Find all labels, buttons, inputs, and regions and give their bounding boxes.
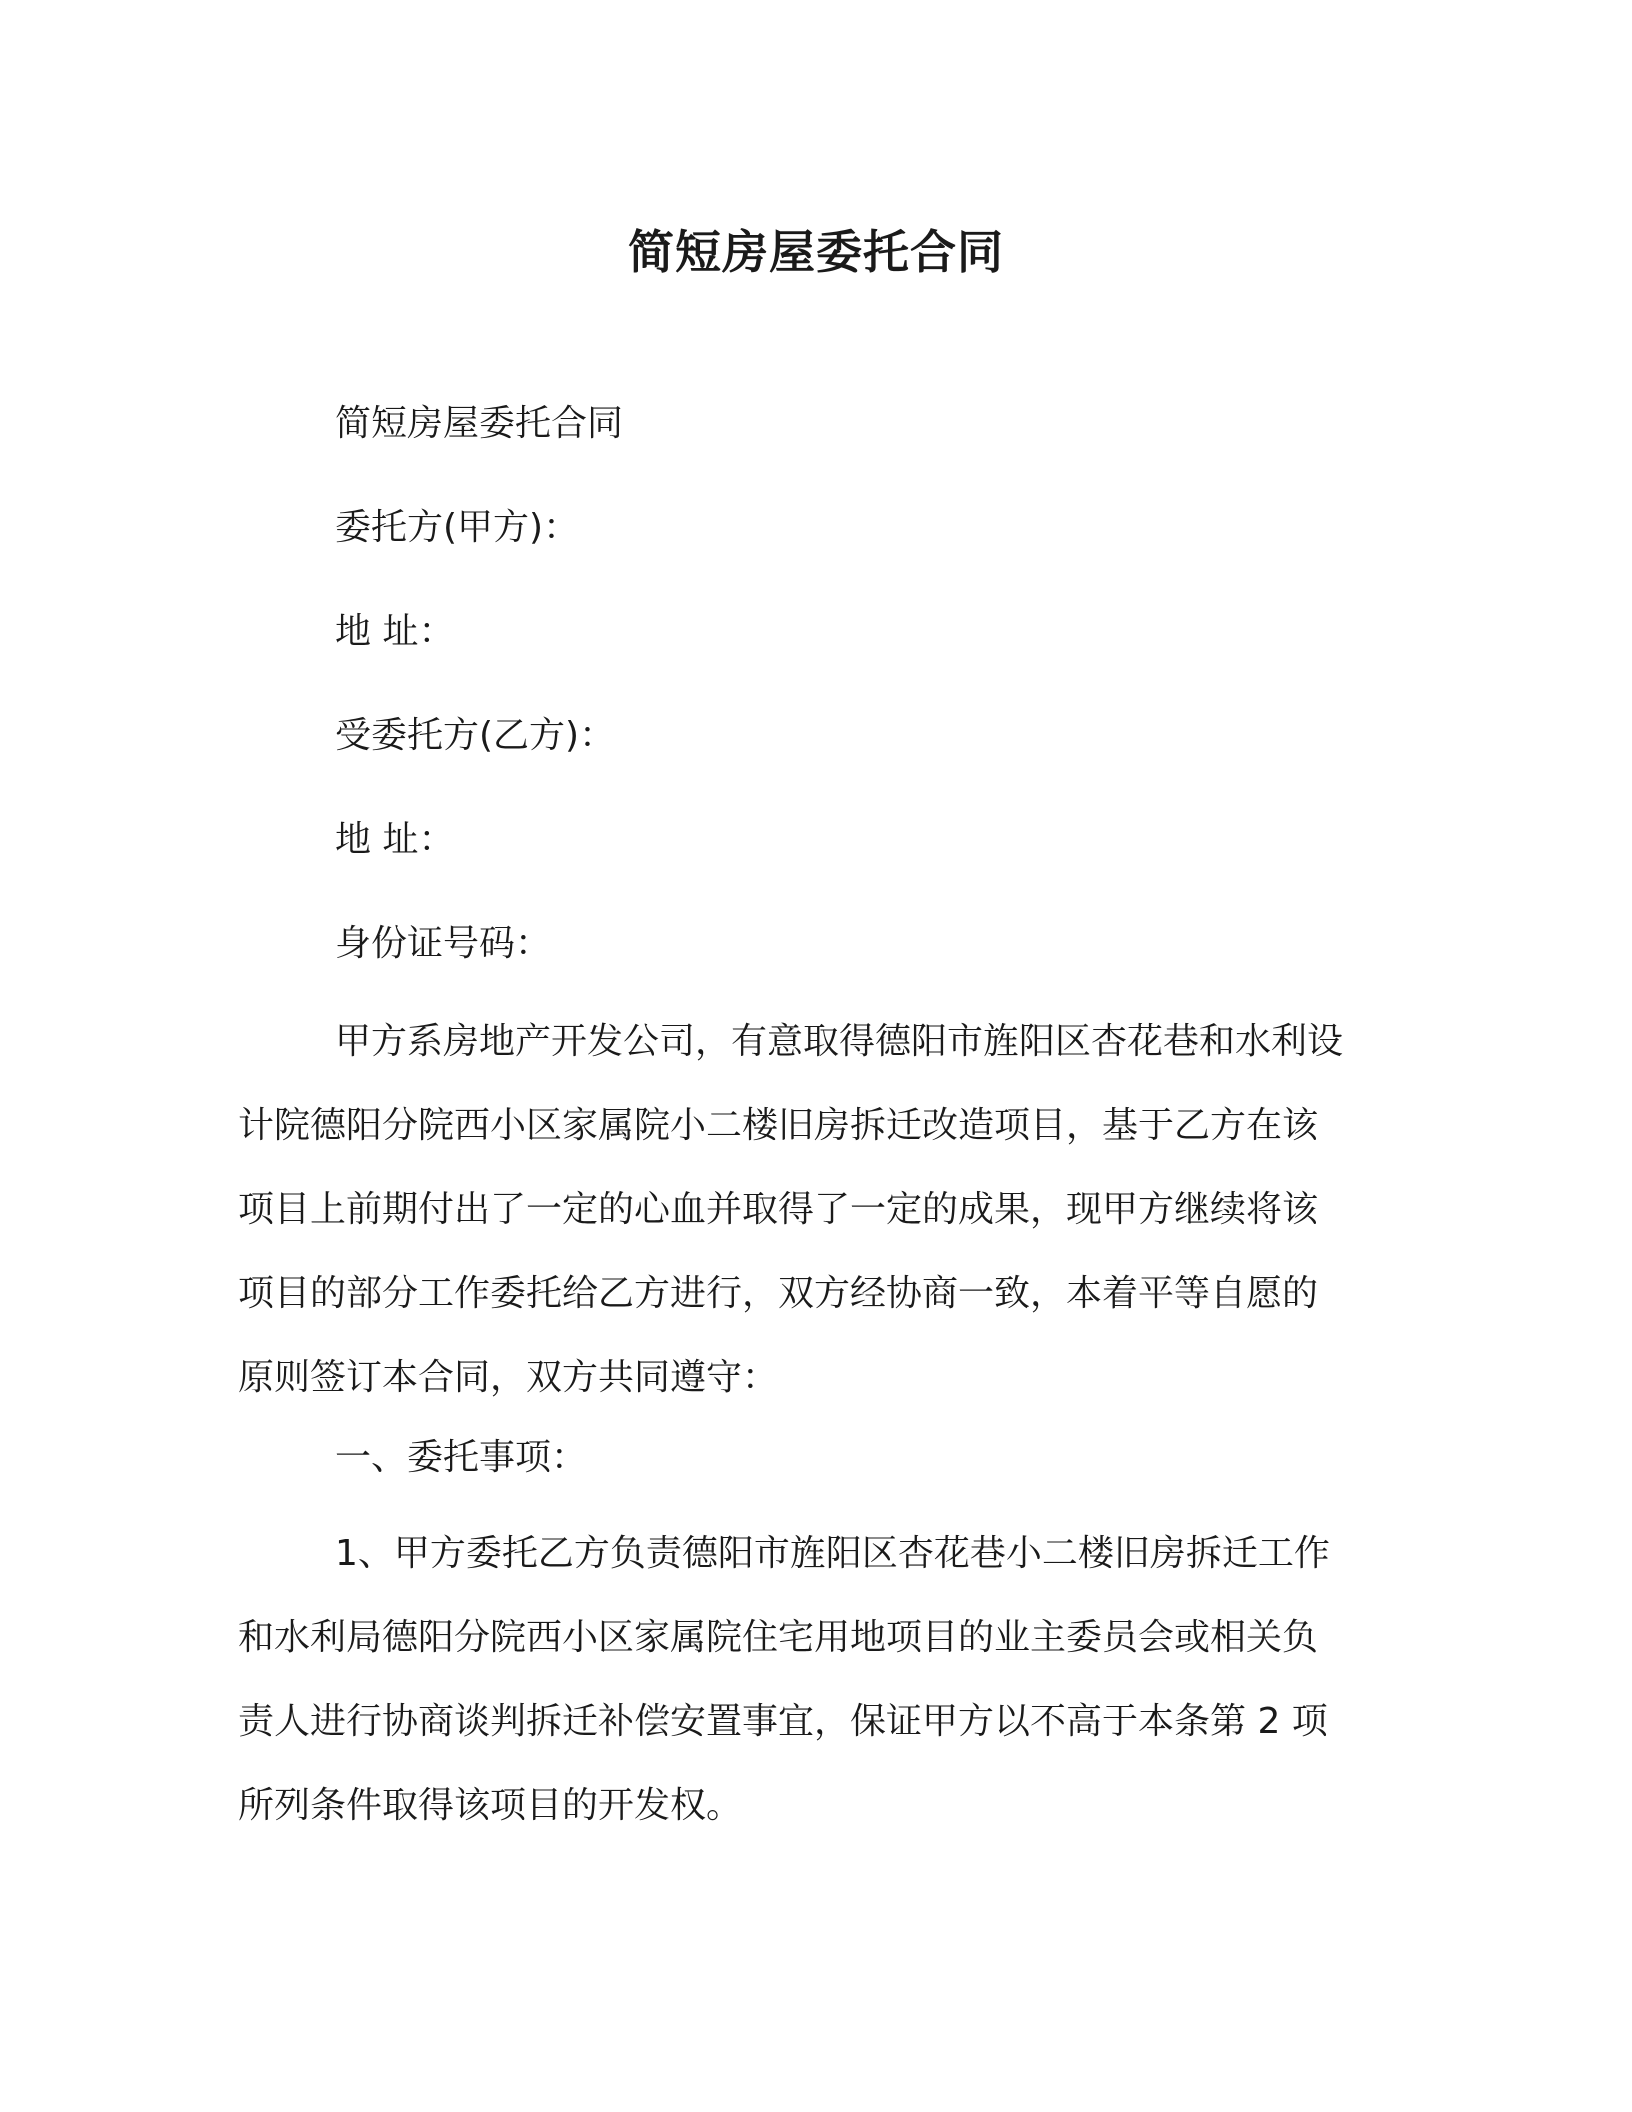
preamble-line: 甲方系房地产开发公司，有意取得德阳市旌阳区杏花巷和水利设 [335, 1021, 1344, 1062]
clause-line: 1、甲方委托乙方负责德阳市旌阳区杏花巷小二楼旧房拆迁工作 [335, 1533, 1330, 1574]
preamble-line: 项目的部分工作委托给乙方进行，双方经协商一致，本着平等自愿的 [238, 1273, 1319, 1314]
agent-field-label: 受委托方(乙方)： [335, 715, 616, 756]
preamble-line: 项目上前期付出了一定的心血并取得了一定的成果，现甲方继续将该 [238, 1189, 1319, 1230]
id-number-label: 身份证号码： [335, 923, 552, 964]
client-address-label: 地 址： [335, 611, 455, 652]
document-subtitle: 简短房屋委托合同 [335, 403, 624, 444]
clause-line: 责人进行协商谈判拆迁补偿安置事宜，保证甲方以不高于本条第 2 项 [238, 1701, 1328, 1742]
preamble-line: 原则签订本合同，双方共同遵守： [238, 1357, 779, 1398]
section-1-heading: 一、委托事项： [335, 1437, 588, 1478]
preamble-paragraph [238, 1000, 1392, 1420]
agent-address-label: 地 址： [335, 819, 455, 860]
clause-line: 所列条件取得该项目的开发权。 [238, 1785, 743, 1826]
client-field-label: 委托方(甲方)： [335, 507, 580, 548]
preamble-line: 计院德阳分院西小区家属院小二楼旧房拆迁改造项目，基于乙方在该 [238, 1105, 1319, 1146]
clause-line: 和水利局德阳分院西小区家属院住宅用地项目的业主委员会或相关负 [238, 1617, 1319, 1658]
clause-1-paragraph [238, 1512, 1392, 1848]
document-title: 简短房屋委托合同 [628, 225, 1004, 279]
